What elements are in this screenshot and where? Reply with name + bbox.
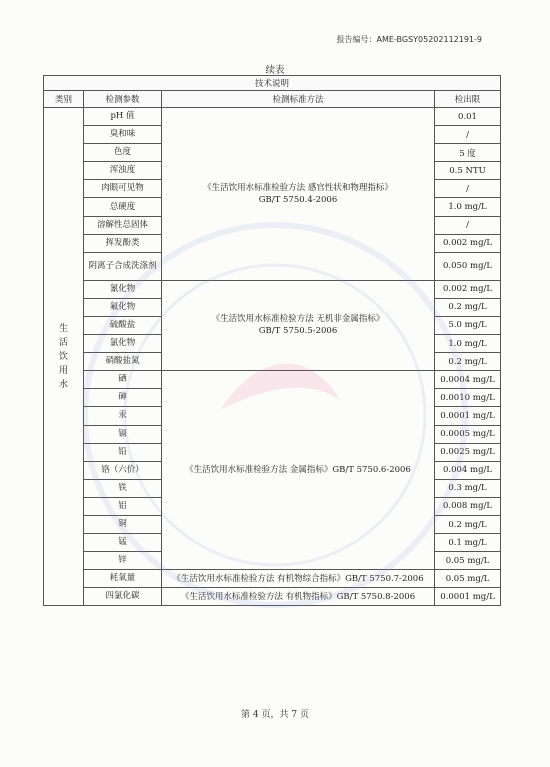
- column-header-row: [44, 91, 501, 108]
- table-row: [44, 570, 501, 588]
- limit-cell: 0.5 NTU: [435, 162, 501, 180]
- table-body: [44, 108, 501, 606]
- parameter-cell: 镉: [84, 425, 162, 443]
- limit-cell: 0.01: [435, 108, 501, 126]
- limit-cell: 0.0010 mg/L: [435, 389, 501, 407]
- limit-cell: 0.004 mg/L: [435, 461, 501, 479]
- parameter-cell: 硝酸盐氮: [84, 353, 162, 371]
- category-cell: 生 活 饮 用 水: [44, 108, 84, 606]
- parameter-cell: 锌: [84, 552, 162, 570]
- limit-cell: 1.0 mg/L: [435, 198, 501, 216]
- parameter-cell: 溶解性总固体: [84, 216, 162, 234]
- limit-cell: /: [435, 126, 501, 144]
- limit-cell: 0.05 mg/L: [435, 552, 501, 570]
- limit-cell: 0.1 mg/L: [435, 534, 501, 552]
- limit-cell: 0.2 mg/L: [435, 515, 501, 533]
- parameter-cell: 铬（六价）: [84, 461, 162, 479]
- continued-label: 续表: [265, 65, 285, 76]
- parameter-cell: 阴离子合成洗涤剂: [84, 252, 162, 280]
- limit-cell: 0.2 mg/L: [435, 353, 501, 371]
- parameter-cell: 氟化物: [84, 298, 162, 316]
- method-cell: 《生活饮用水标准检验方法 无机非金属指标》 GB/T 5750.5-2006: [162, 280, 435, 370]
- limit-cell: 5.0 mg/L: [435, 316, 501, 334]
- parameter-cell: 铁: [84, 479, 162, 497]
- table-row: [44, 280, 501, 298]
- technical-spec-table: [43, 75, 501, 606]
- parameter-cell: 挥发酚类: [84, 234, 162, 252]
- table-row: [44, 108, 501, 126]
- parameter-cell: 浑浊度: [84, 162, 162, 180]
- parameter-cell: 臭和味: [84, 126, 162, 144]
- header-limit: 检出限: [435, 91, 501, 108]
- parameter-cell: 铅: [84, 443, 162, 461]
- limit-cell: 1.0 mg/L: [435, 335, 501, 353]
- table-row: [44, 588, 501, 606]
- method-cell: 《生活饮用水标准检验方法 有机物综合指标》GB/T 5750.7-2006: [162, 570, 435, 588]
- parameter-cell: pH 值: [84, 108, 162, 126]
- limit-cell: 0.2 mg/L: [435, 298, 501, 316]
- parameter-cell: 氰化物: [84, 280, 162, 298]
- parameter-cell: 铝: [84, 497, 162, 515]
- limit-cell: /: [435, 180, 501, 198]
- method-cell: 《生活饮用水标准检验方法 金属指标》GB/T 5750.6-2006: [162, 371, 435, 570]
- limit-cell: 0.0004 mg/L: [435, 371, 501, 389]
- limit-cell: 0.0005 mg/L: [435, 425, 501, 443]
- parameter-cell: 砷: [84, 389, 162, 407]
- header-method: 检测标准方法: [162, 91, 435, 108]
- limit-cell: /: [435, 216, 501, 234]
- header-parameter: 检测参数: [84, 91, 162, 108]
- parameter-cell: 氯化物: [84, 335, 162, 353]
- page-number: 第 4 页，共 7 页: [241, 710, 309, 720]
- report-number: 报告编号：AME-BGSY05202112191-9: [336, 35, 482, 44]
- parameter-cell: 四氯化碳: [84, 588, 162, 606]
- limit-cell: 0.05 mg/L: [435, 570, 501, 588]
- parameter-cell: 色度: [84, 144, 162, 162]
- parameter-cell: 硒: [84, 371, 162, 389]
- limit-cell: 5 度: [435, 144, 501, 162]
- parameter-cell: 铜: [84, 515, 162, 533]
- limit-cell: 0.002 mg/L: [435, 280, 501, 298]
- limit-cell: 0.0025 mg/L: [435, 443, 501, 461]
- table-title: 技术说明: [44, 76, 501, 91]
- method-cell: 《生活饮用水标准检验方法 有机物指标》GB/T 5750.8-2006: [162, 588, 435, 606]
- parameter-cell: 汞: [84, 407, 162, 425]
- parameter-cell: 肉眼可见物: [84, 180, 162, 198]
- parameter-cell: 耗氧量: [84, 570, 162, 588]
- parameter-cell: 总硬度: [84, 198, 162, 216]
- method-cell: 《生活饮用水标准检验方法 感官性状和物理指标》 GB/T 5750.4-2006: [162, 108, 435, 281]
- header-category: 类别: [44, 91, 84, 108]
- limit-cell: 0.050 mg/L: [435, 252, 501, 280]
- limit-cell: 0.3 mg/L: [435, 479, 501, 497]
- limit-cell: 0.002 mg/L: [435, 234, 501, 252]
- table-row: [44, 371, 501, 389]
- limit-cell: 0.0001 mg/L: [435, 588, 501, 606]
- parameter-cell: 硫酸盐: [84, 316, 162, 334]
- limit-cell: 0.0001 mg/L: [435, 407, 501, 425]
- parameter-cell: 锰: [84, 534, 162, 552]
- limit-cell: 0.008 mg/L: [435, 497, 501, 515]
